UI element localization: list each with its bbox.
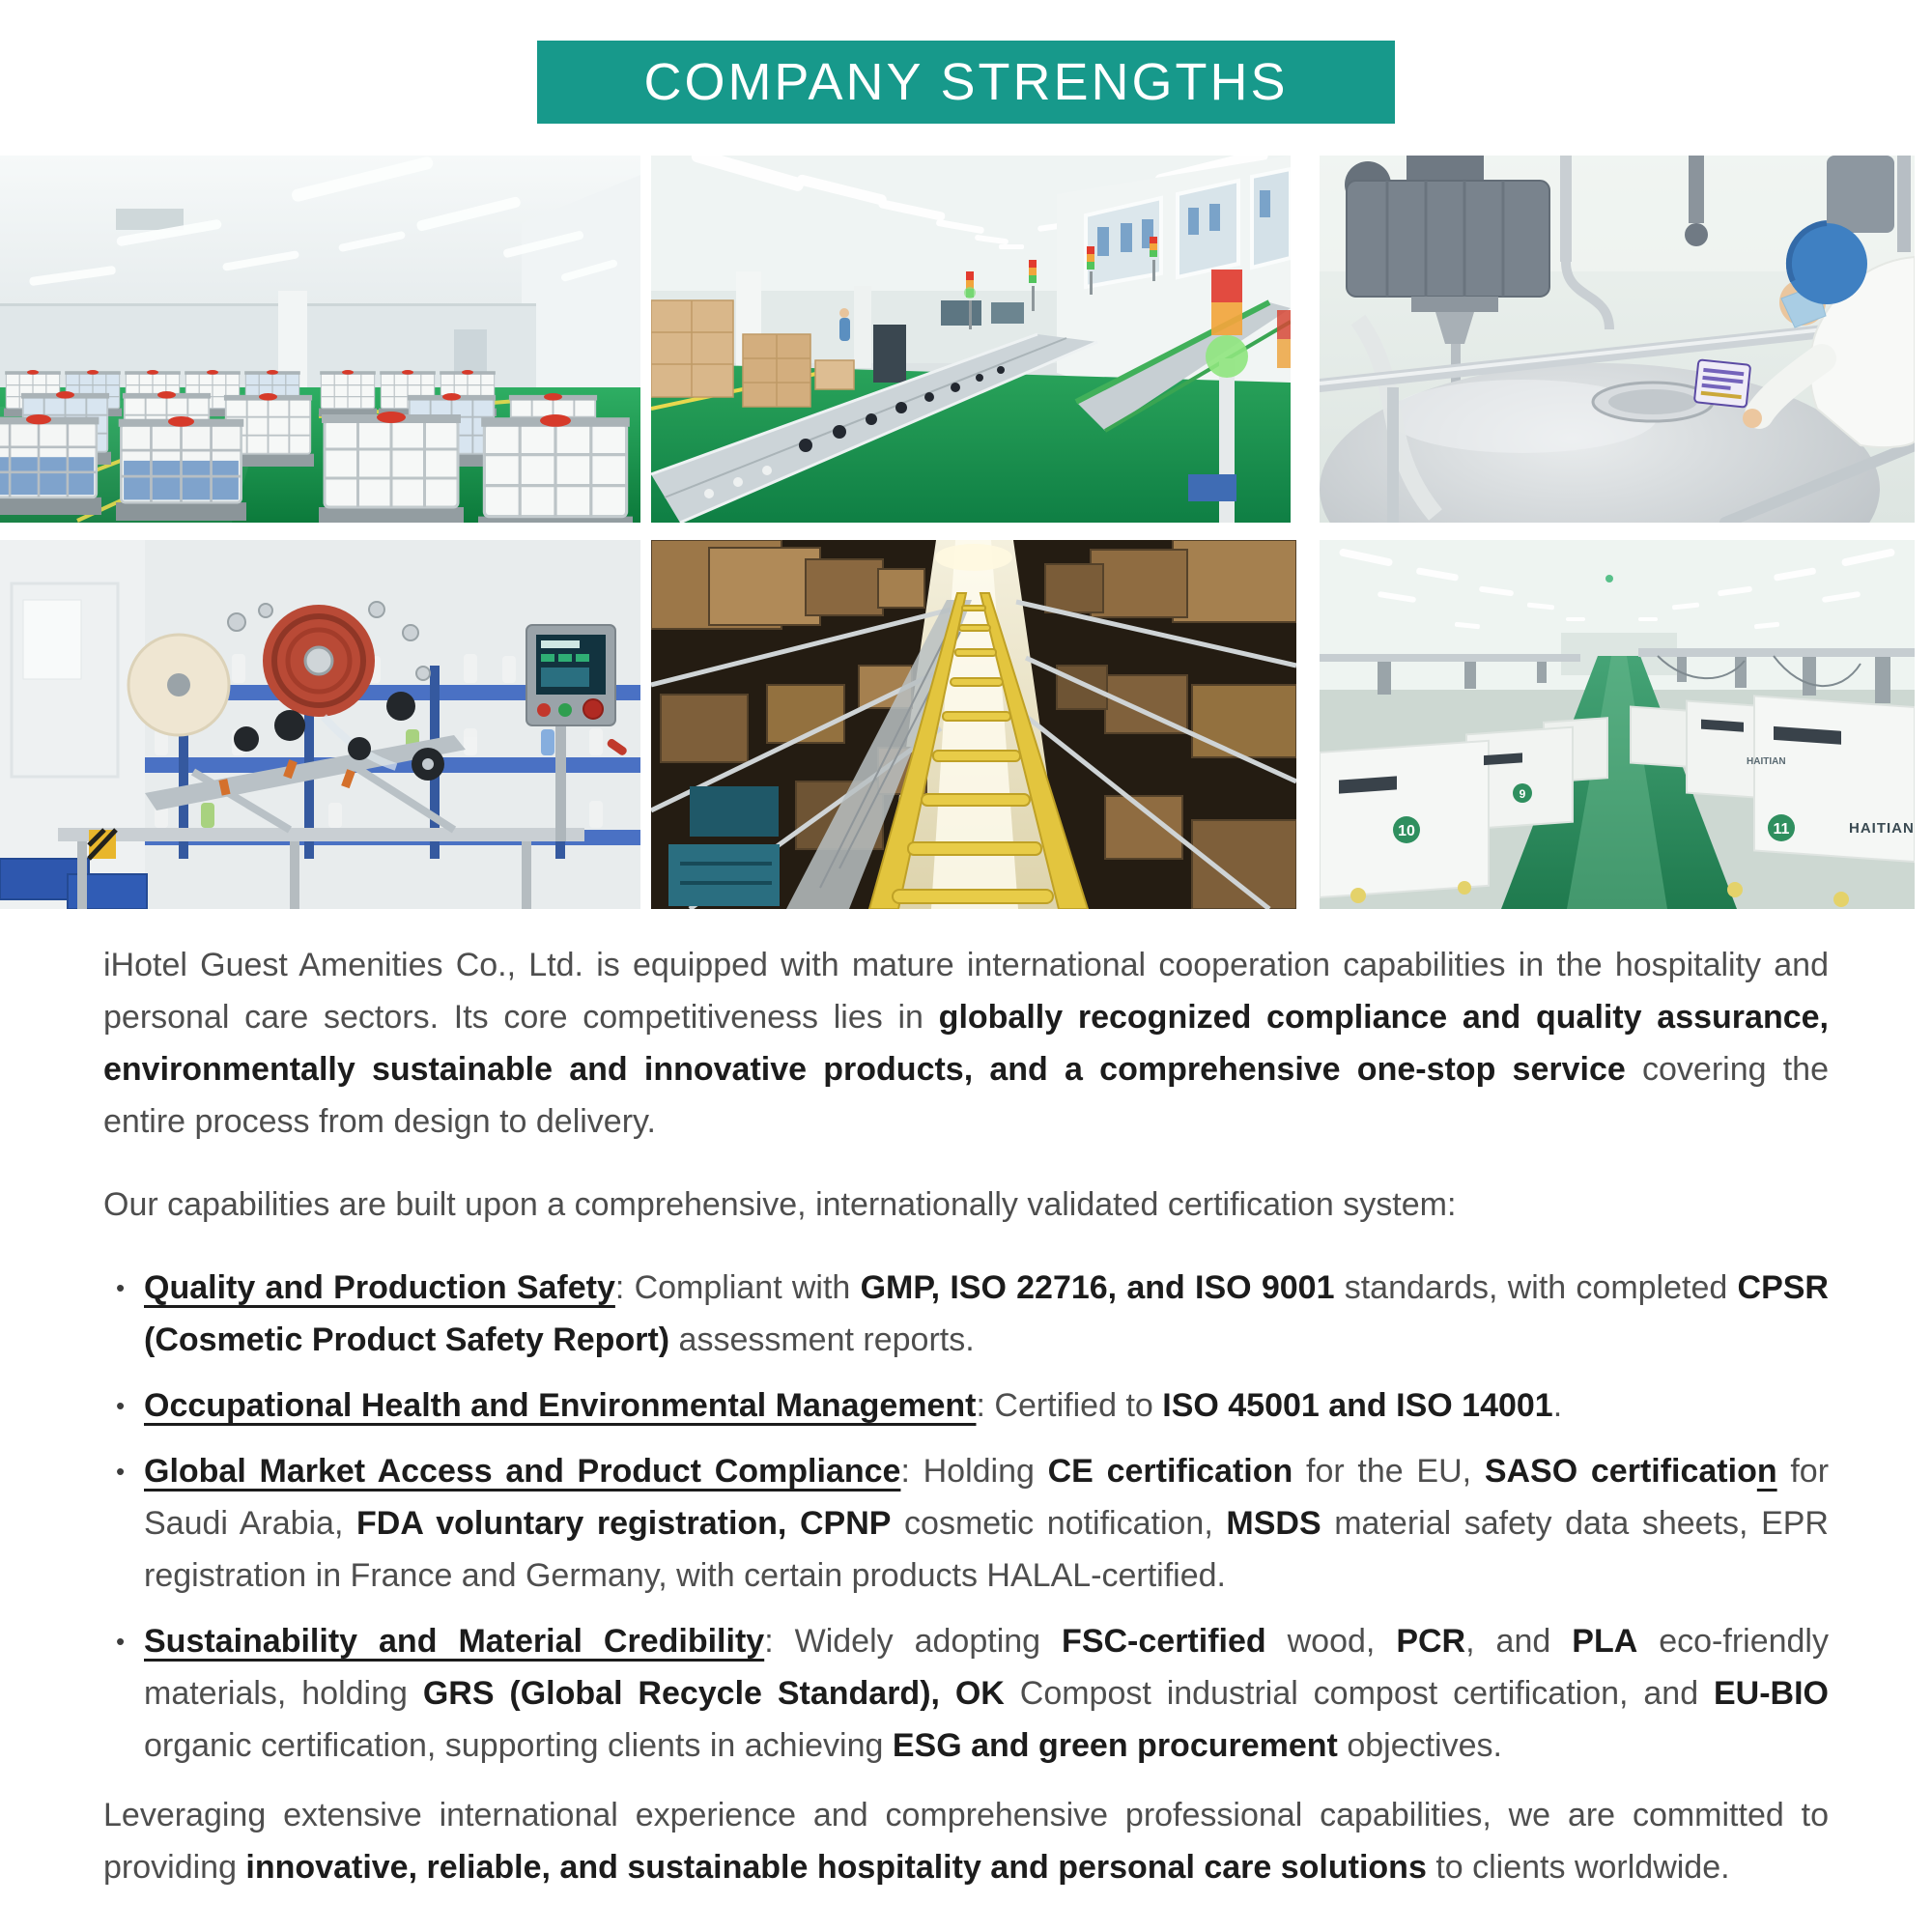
photo-asrs-conveyor — [651, 540, 1296, 909]
wall-sign — [23, 600, 81, 679]
far-window — [941, 300, 981, 326]
bullet-text: Sustainability and Material Credibility: Widely adopting FSC-certified wood, PCR, and PLA eco-friendly materials, holding GRS (Global Recycle Standard), OK Compost industrial compost certification, and EU-BIO organic certification, supporting clients in achieving ESG and green procurement objectives. — [144, 1623, 1829, 1764]
photo-ibc-tote-warehouse — [0, 156, 640, 523]
tank-label-plate — [1694, 359, 1750, 407]
worker-figure — [839, 308, 850, 341]
bullet-text: Quality and Production Safety: Compliant with GMP, ISO 22716, and ISO 9001 standards, with completed CPSR (Cosmetic Product Safety Report) assessment reports. — [144, 1269, 1829, 1358]
machine-brand-label: HAITIAN — [1849, 820, 1915, 837]
photo-filling-line — [651, 156, 1291, 523]
filling-line-illustration — [651, 156, 1291, 523]
mixing-tank-illustration — [1320, 156, 1915, 523]
capabilities-paragraph: Our capabilities are built upon a comprehensive, internationally validated certification system: — [103, 1186, 1457, 1223]
left-wall — [0, 540, 145, 909]
photo-mixing-tank — [1320, 156, 1915, 523]
machine-number-11: 11 — [1773, 821, 1790, 838]
bullet-text: Occupational Health and Environmental Management: Certified to ISO 45001 and ISO 14001. — [144, 1387, 1563, 1424]
far-light — [935, 544, 1012, 571]
section-title-banner — [537, 41, 1395, 124]
injection-molding-illustration — [1320, 540, 1915, 909]
kiosk-screen — [873, 325, 906, 383]
closing-paragraph: Leveraging extensive international experience and comprehensive professional capabilities, we are committed to providing innovative, reliable, and sustainable hospitality and personal care solutions to clients worldwide. — [103, 1797, 1829, 1886]
red-button — [537, 703, 551, 717]
hand — [1743, 409, 1762, 428]
background-motor — [1827, 156, 1894, 233]
section-title: COMPANY STRENGTHS — [643, 53, 1289, 111]
bullet-global-market-access — [103, 1445, 1829, 1602]
hmi-pole — [555, 725, 566, 841]
vent-grille — [116, 209, 184, 230]
bullet-dot-icon: • — [116, 1273, 126, 1302]
machine-brand-label-small: HAITIAN — [1747, 756, 1786, 767]
asrs-conveyor-illustration — [651, 540, 1296, 909]
labeling-machine-illustration — [0, 540, 640, 909]
blue-basket — [1188, 474, 1236, 501]
bullet-dot-icon: • — [116, 1391, 126, 1420]
bullet-dot-icon: • — [116, 1627, 126, 1656]
green-button — [558, 703, 572, 717]
bullet-occupational-health — [103, 1379, 1829, 1432]
bullet-sustainability — [103, 1615, 1829, 1772]
emergency-stop-button — [583, 699, 603, 719]
company-strengths-article — [103, 939, 1829, 1893]
machine-number-10: 10 — [1398, 823, 1415, 839]
ibc-warehouse-illustration — [0, 156, 640, 523]
bullet-text: Global Market Access and Product Compliance: Holding CE certification for the EU, SASO certification for Saudi Arabia, FDA voluntary registration, CPNP cosmetic notification, MSDS material safety data sheets, EPR registration in France and Germany, with certain products HALAL-certified. — [144, 1453, 1830, 1594]
machine-number-9: 9 — [1519, 787, 1526, 801]
bullet-quality-production-safety — [103, 1262, 1829, 1366]
certification-bullet-list — [103, 1262, 1829, 1772]
photo-injection-molding-hall — [1320, 540, 1915, 909]
photo-labeling-machine — [0, 540, 640, 909]
intro-paragraph: iHotel Guest Amenities Co., Ltd. is equipped with mature international cooperation capabilities in the hospitality and personal care sectors. Its core competitiveness lies in globally recognized compliance and quality assurance, environmentally sustainable and innovative products, and a comprehensive one-stop service covering the entire process from design to delivery. — [103, 947, 1830, 1140]
bullet-dot-icon: • — [116, 1457, 126, 1486]
